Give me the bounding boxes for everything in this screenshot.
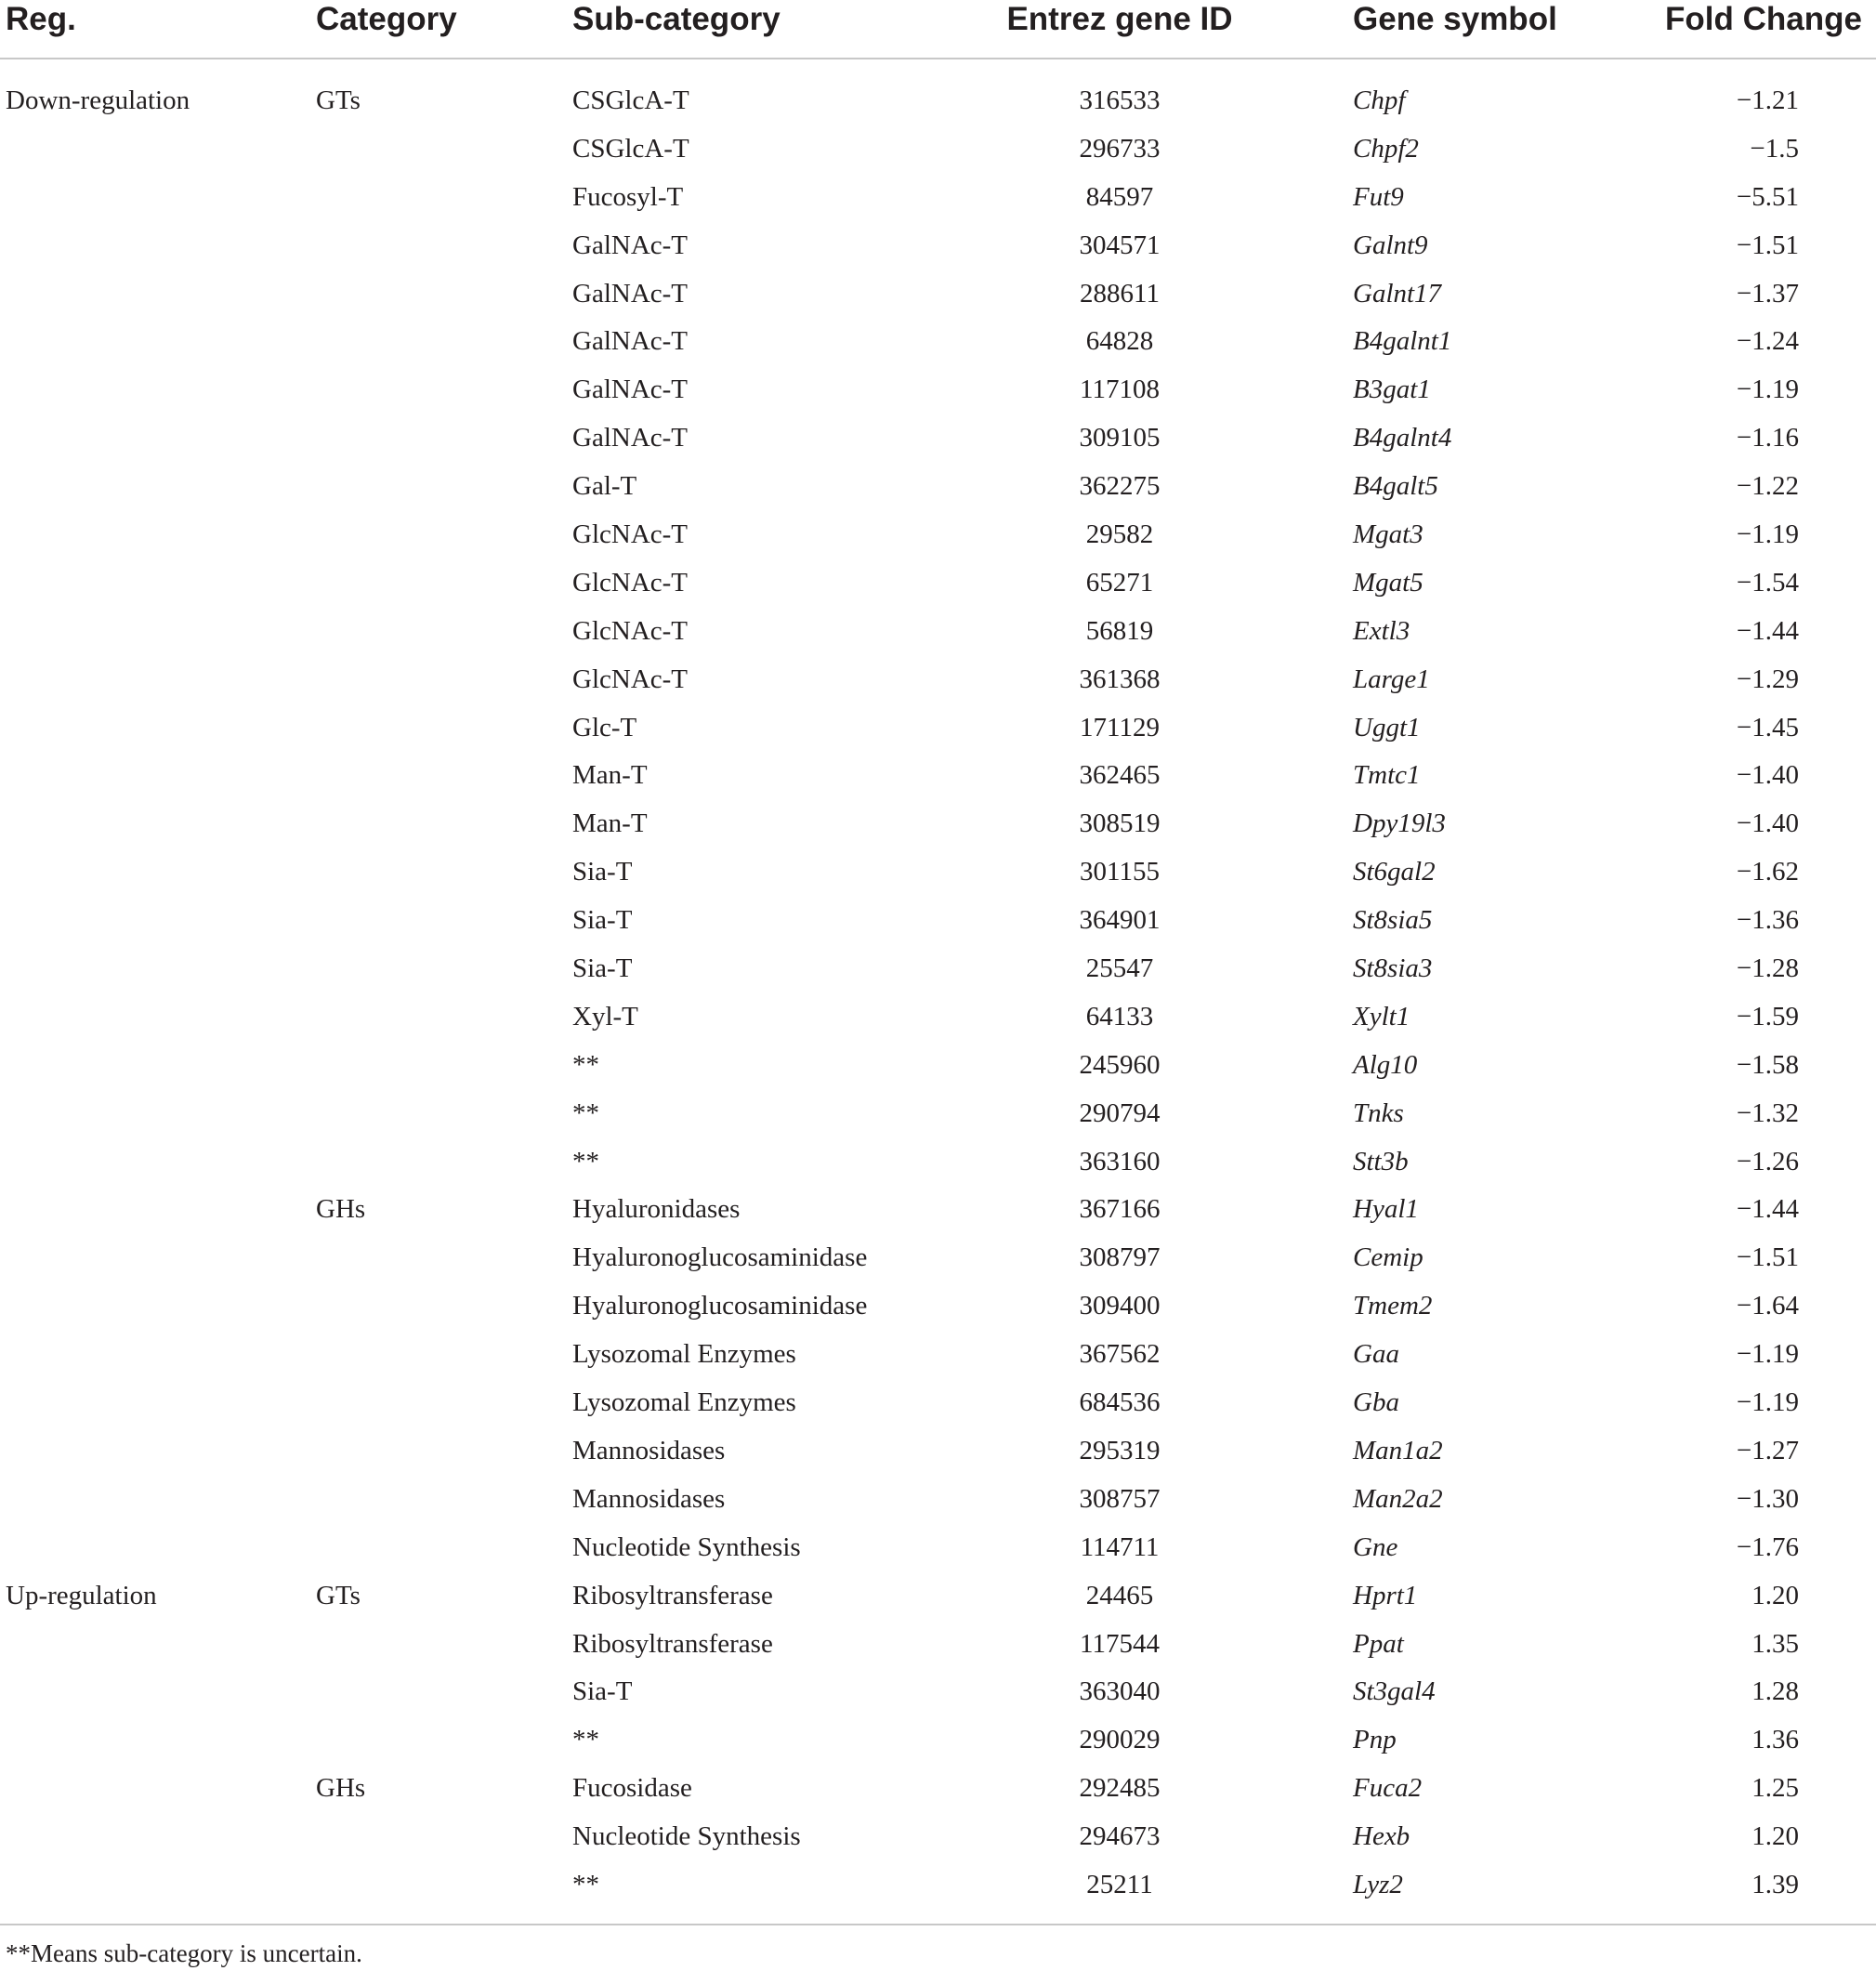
table-row (0, 1480, 1876, 1529)
table-row (0, 1721, 1876, 1769)
table-row (0, 1529, 1876, 1577)
cell-subcategory: Nucleotide Synthesis (572, 1821, 801, 1852)
cell-fold-change: −1.64 (1736, 1291, 1799, 1321)
cell-entrez-id: 308757 (1079, 1483, 1161, 1514)
cell-subcategory: GlcNAc-T (572, 567, 689, 598)
cell-entrez-id: 114711 (1080, 1531, 1160, 1562)
table-footnote: **Means sub-category is uncertain. (6, 1939, 362, 1967)
cell-subcategory: Mannosidases (572, 1483, 726, 1514)
cell-entrez-id: 117544 (1080, 1628, 1160, 1659)
cell-entrez-id: 308519 (1079, 808, 1161, 839)
table-row (0, 564, 1876, 612)
cell-entrez-id: 296733 (1079, 133, 1161, 164)
table-row (0, 1866, 1876, 1914)
table-row (0, 1432, 1876, 1480)
cell-gene-symbol: Galnt9 (1353, 230, 1428, 260)
cell-fold-change: −1.51 (1736, 1242, 1799, 1273)
cell-subcategory: ** (572, 1725, 599, 1755)
cell-gene-symbol: Xylt1 (1353, 1001, 1410, 1031)
cell-subcategory: Hyaluronoglucosaminidase (572, 1242, 868, 1273)
cell-subcategory: Sia-T (572, 953, 633, 984)
cell-gene-symbol: Fut9 (1353, 181, 1404, 212)
header-divider (0, 58, 1876, 59)
cell-gene-symbol: Gaa (1353, 1339, 1399, 1370)
cell-fold-change: −1.28 (1736, 953, 1799, 984)
cell-gene-symbol: Tmtc1 (1353, 760, 1421, 791)
cell-subcategory: Xyl-T (572, 1001, 638, 1031)
table-row (0, 1673, 1876, 1721)
cell-category: GTs (316, 85, 361, 115)
table-row (0, 371, 1876, 419)
cell-entrez-id: 117108 (1080, 374, 1160, 405)
cell-reg: Up-regulation (6, 1580, 157, 1610)
cell-subcategory: GalNAc-T (572, 230, 689, 260)
cell-entrez-id: 290029 (1079, 1725, 1161, 1755)
cell-gene-symbol: Cemip (1353, 1242, 1423, 1273)
cell-gene-symbol: St8sia3 (1353, 953, 1433, 984)
table-row (0, 82, 1876, 130)
cell-entrez-id: 684536 (1079, 1387, 1161, 1418)
cell-fold-change: −1.24 (1736, 326, 1799, 357)
cell-subcategory: GalNAc-T (572, 374, 689, 405)
cell-subcategory: Fucosyl-T (572, 181, 684, 212)
cell-gene-symbol: St3gal4 (1353, 1676, 1436, 1707)
cell-subcategory: ** (572, 1869, 599, 1899)
cell-subcategory: ** (572, 1049, 599, 1080)
cell-subcategory: GalNAc-T (572, 423, 689, 453)
cell-fold-change: −1.21 (1736, 85, 1799, 115)
header-fold-change: Fold Change (1665, 1, 1862, 37)
table-row (0, 853, 1876, 901)
cell-fold-change: 1.20 (1751, 1821, 1799, 1852)
table-row (0, 1190, 1876, 1239)
cell-fold-change: −1.44 (1736, 1194, 1799, 1225)
cell-entrez-id: 288611 (1080, 278, 1160, 309)
cell-fold-change: −1.32 (1736, 1097, 1799, 1128)
table-row (0, 275, 1876, 323)
cell-gene-symbol: Chpf (1353, 85, 1406, 115)
cell-subcategory: Nucleotide Synthesis (572, 1531, 801, 1562)
table-row (0, 516, 1876, 564)
cell-fold-change: −1.19 (1736, 1339, 1799, 1370)
cell-fold-change: −1.76 (1736, 1531, 1799, 1562)
cell-gene-symbol: Lyz2 (1353, 1869, 1403, 1899)
cell-gene-symbol: Gne (1353, 1531, 1398, 1562)
table-row (0, 322, 1876, 371)
cell-category: GHs (316, 1773, 366, 1804)
table-header-row (0, 0, 1876, 58)
table-row (0, 998, 1876, 1046)
cell-gene-symbol: Hprt1 (1353, 1580, 1418, 1610)
table-row (0, 805, 1876, 853)
cell-fold-change: −1.54 (1736, 567, 1799, 598)
cell-gene-symbol: Fuca2 (1353, 1773, 1423, 1804)
cell-reg: Down-regulation (6, 85, 190, 115)
cell-fold-change: −1.59 (1736, 1001, 1799, 1031)
cell-entrez-id: 25211 (1086, 1869, 1153, 1899)
table-row (0, 1046, 1876, 1095)
cell-fold-change: −1.51 (1736, 230, 1799, 260)
header-subcategory: Sub-category (572, 1, 781, 37)
cell-entrez-id: 294673 (1079, 1821, 1161, 1852)
cell-gene-symbol: St8sia5 (1353, 905, 1433, 936)
cell-gene-symbol: Alg10 (1353, 1049, 1418, 1080)
cell-subcategory: GlcNAc-T (572, 519, 689, 550)
cell-entrez-id: 363040 (1079, 1676, 1161, 1707)
cell-fold-change: 1.28 (1751, 1676, 1799, 1707)
cell-gene-symbol: Stt3b (1353, 1146, 1409, 1176)
table-row (0, 1384, 1876, 1432)
cell-fold-change: −1.29 (1736, 664, 1799, 694)
cell-gene-symbol: Gba (1353, 1387, 1399, 1418)
table-row (0, 1287, 1876, 1335)
cell-subcategory: GlcNAc-T (572, 615, 689, 646)
cell-subcategory: Mannosidases (572, 1435, 726, 1465)
cell-fold-change: −1.40 (1736, 808, 1799, 839)
cell-fold-change: −5.51 (1736, 181, 1799, 212)
cell-fold-change: −1.45 (1736, 712, 1799, 742)
table-row (0, 756, 1876, 805)
cell-subcategory: Sia-T (572, 1676, 633, 1707)
cell-gene-symbol: Hexb (1353, 1821, 1410, 1852)
cell-fold-change: −1.37 (1736, 278, 1799, 309)
cell-subcategory: Hyaluronoglucosaminidase (572, 1291, 868, 1321)
cell-subcategory: Sia-T (572, 857, 633, 887)
table-row (0, 130, 1876, 178)
table-row (0, 1625, 1876, 1674)
cell-subcategory: GalNAc-T (572, 326, 689, 357)
cell-gene-symbol: Tnks (1353, 1097, 1404, 1128)
cell-entrez-id: 65271 (1085, 567, 1154, 598)
table-row (0, 178, 1876, 227)
cell-subcategory: Ribosyltransferase (572, 1580, 773, 1610)
cell-fold-change: −1.22 (1736, 471, 1799, 502)
table-row (0, 1095, 1876, 1143)
cell-entrez-id: 56819 (1085, 615, 1154, 646)
table-row (0, 612, 1876, 661)
cell-fold-change: −1.19 (1736, 519, 1799, 550)
cell-entrez-id: 64133 (1085, 1001, 1154, 1031)
cell-entrez-id: 316533 (1079, 85, 1161, 115)
cell-entrez-id: 24465 (1085, 1580, 1154, 1610)
cell-subcategory: Fucosidase (572, 1773, 692, 1804)
table-row (0, 709, 1876, 757)
cell-subcategory: Gal-T (572, 471, 637, 502)
cell-fold-change: −1.30 (1736, 1483, 1799, 1514)
cell-subcategory: Ribosyltransferase (572, 1628, 773, 1659)
cell-entrez-id: 25547 (1085, 953, 1154, 984)
cell-gene-symbol: Hyal1 (1353, 1194, 1419, 1225)
cell-fold-change: −1.26 (1736, 1146, 1799, 1176)
cell-entrez-id: 367562 (1079, 1339, 1161, 1370)
table-bottom-divider (0, 1924, 1876, 1925)
cell-gene-symbol: Pnp (1353, 1725, 1397, 1755)
cell-subcategory: Sia-T (572, 905, 633, 936)
cell-fold-change: 1.20 (1751, 1580, 1799, 1610)
cell-gene-symbol: B4galnt4 (1353, 423, 1452, 453)
table-row (0, 227, 1876, 275)
cell-fold-change: −1.19 (1736, 374, 1799, 405)
cell-gene-symbol: Man1a2 (1353, 1435, 1443, 1465)
cell-entrez-id: 309105 (1079, 423, 1161, 453)
table-row (0, 1335, 1876, 1384)
table-body (0, 82, 1876, 1914)
cell-fold-change: −1.5 (1750, 133, 1799, 164)
cell-gene-symbol: Galnt17 (1353, 278, 1442, 309)
cell-subcategory: Man-T (572, 760, 648, 791)
cell-fold-change: −1.58 (1736, 1049, 1799, 1080)
cell-subcategory: CSGlcA-T (572, 133, 689, 164)
cell-subcategory: CSGlcA-T (572, 85, 689, 115)
cell-fold-change: 1.35 (1751, 1628, 1799, 1659)
cell-gene-symbol: B3gat1 (1353, 374, 1431, 405)
table-row (0, 1769, 1876, 1818)
cell-gene-symbol: Chpf2 (1353, 133, 1419, 164)
cell-gene-symbol: St6gal2 (1353, 857, 1436, 887)
cell-entrez-id: 309400 (1079, 1291, 1161, 1321)
cell-subcategory: Man-T (572, 808, 648, 839)
cell-fold-change: 1.36 (1751, 1725, 1799, 1755)
cell-gene-symbol: Large1 (1353, 664, 1430, 694)
cell-entrez-id: 367166 (1079, 1194, 1161, 1225)
cell-fold-change: −1.19 (1736, 1387, 1799, 1418)
cell-entrez-id: 64828 (1085, 326, 1154, 357)
cell-entrez-id: 301155 (1080, 857, 1160, 887)
cell-subcategory: Lysozomal Enzymes (572, 1387, 796, 1418)
cell-fold-change: −1.16 (1736, 423, 1799, 453)
cell-entrez-id: 363160 (1079, 1146, 1161, 1176)
header-gene-symbol: Gene symbol (1353, 1, 1557, 37)
cell-entrez-id: 304571 (1079, 230, 1161, 260)
cell-gene-symbol: B4galt5 (1353, 471, 1438, 502)
cell-subcategory: ** (572, 1146, 599, 1176)
cell-category: GTs (316, 1580, 361, 1610)
cell-subcategory: Hyaluronidases (572, 1194, 741, 1225)
header-reg: Reg. (6, 1, 76, 37)
table-row (0, 1577, 1876, 1625)
cell-fold-change: 1.39 (1751, 1869, 1799, 1899)
cell-gene-symbol: Extl3 (1353, 615, 1410, 646)
cell-entrez-id: 245960 (1079, 1049, 1161, 1080)
cell-entrez-id: 295319 (1079, 1435, 1161, 1465)
table-row (0, 467, 1876, 516)
table-row (0, 950, 1876, 998)
cell-entrez-id: 84597 (1085, 181, 1154, 212)
cell-entrez-id: 362465 (1079, 760, 1161, 791)
cell-entrez-id: 362275 (1079, 471, 1161, 502)
header-entrez-id: Entrez gene ID (1006, 1, 1233, 37)
cell-entrez-id: 364901 (1079, 905, 1161, 936)
cell-fold-change: −1.62 (1736, 857, 1799, 887)
cell-gene-symbol: Tmem2 (1353, 1291, 1433, 1321)
table-row (0, 1818, 1876, 1866)
cell-fold-change: 1.25 (1751, 1773, 1799, 1804)
cell-fold-change: −1.36 (1736, 905, 1799, 936)
cell-subcategory: GalNAc-T (572, 278, 689, 309)
table-row (0, 661, 1876, 709)
table-row (0, 1143, 1876, 1191)
header-category: Category (316, 1, 457, 37)
cell-subcategory: Lysozomal Enzymes (572, 1339, 796, 1370)
table-row (0, 1239, 1876, 1287)
cell-entrez-id: 29582 (1085, 519, 1154, 550)
table-row (0, 419, 1876, 467)
cell-gene-symbol: Dpy19l3 (1353, 808, 1446, 839)
cell-entrez-id: 308797 (1079, 1242, 1161, 1273)
cell-fold-change: −1.27 (1736, 1435, 1799, 1465)
cell-subcategory: ** (572, 1097, 599, 1128)
cell-entrez-id: 171129 (1080, 712, 1160, 742)
cell-gene-symbol: Man2a2 (1353, 1483, 1443, 1514)
cell-gene-symbol: Uggt1 (1353, 712, 1421, 742)
cell-fold-change: −1.44 (1736, 615, 1799, 646)
cell-subcategory: GlcNAc-T (572, 664, 689, 694)
cell-category: GHs (316, 1194, 366, 1225)
table-row (0, 901, 1876, 950)
cell-gene-symbol: Mgat3 (1353, 519, 1423, 550)
cell-subcategory: Glc-T (572, 712, 637, 742)
cell-gene-symbol: B4galnt1 (1353, 326, 1452, 357)
cell-entrez-id: 292485 (1079, 1773, 1161, 1804)
cell-entrez-id: 361368 (1079, 664, 1161, 694)
cell-gene-symbol: Ppat (1353, 1628, 1404, 1659)
cell-entrez-id: 290794 (1079, 1097, 1161, 1128)
cell-fold-change: −1.40 (1736, 760, 1799, 791)
cell-gene-symbol: Mgat5 (1353, 567, 1423, 598)
